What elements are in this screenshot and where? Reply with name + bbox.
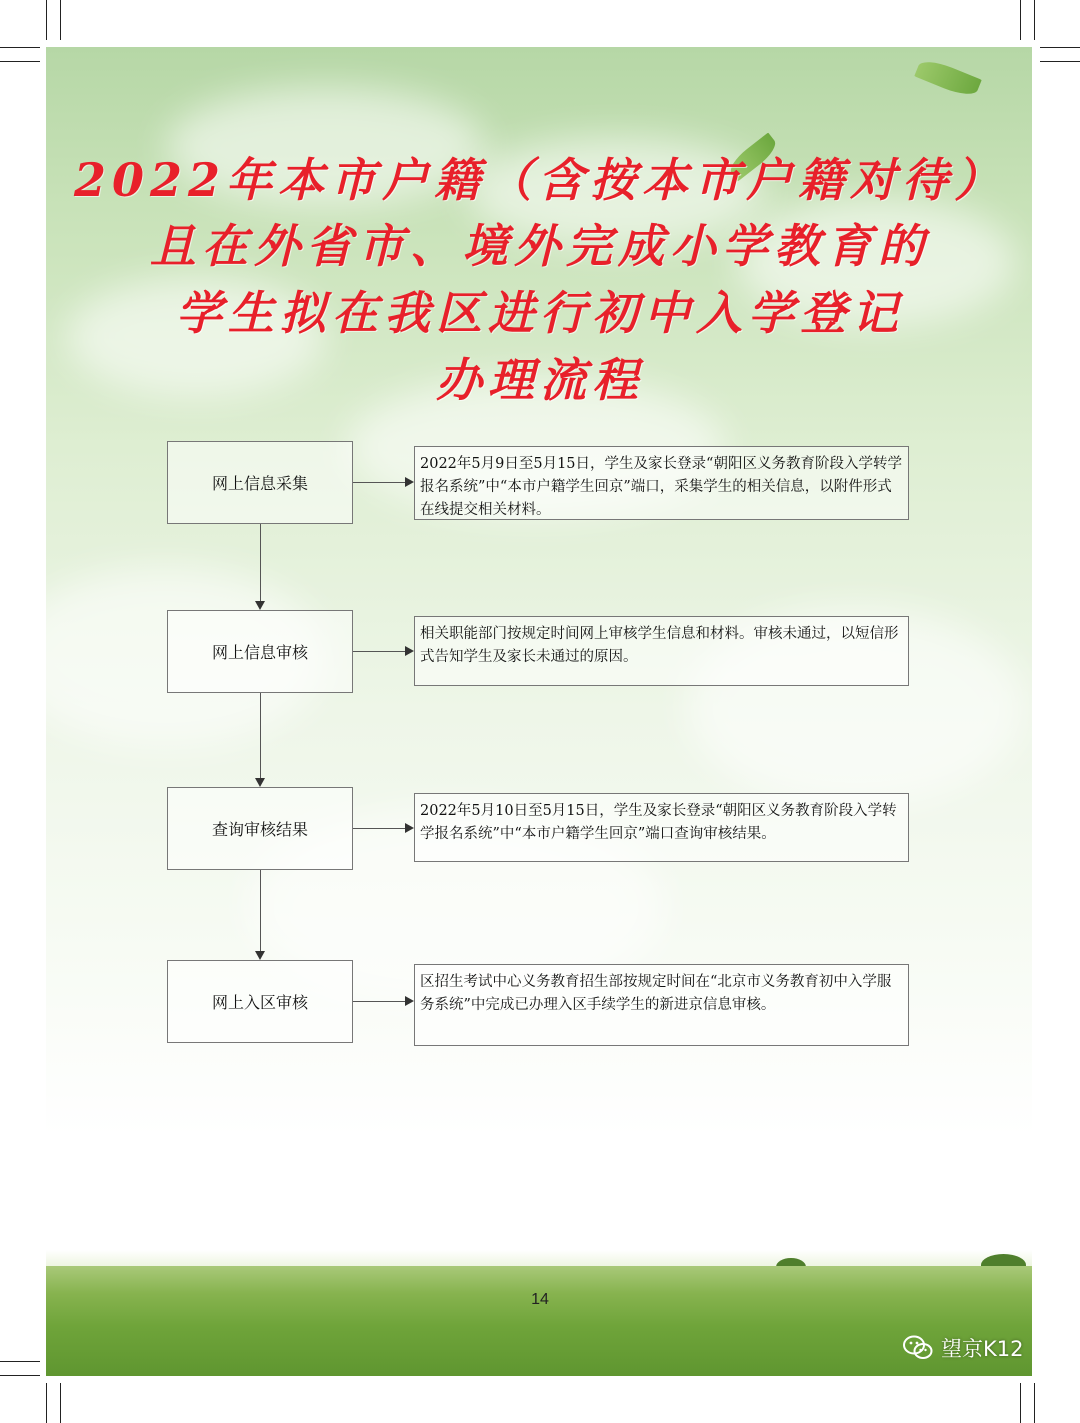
watermark (903, 1333, 1024, 1363)
crop-mark (46, 0, 47, 40)
step-label: 查询审核结果 (211, 820, 308, 839)
arrow-down-icon (255, 601, 265, 610)
connector-down (260, 693, 261, 779)
crop-mark (1020, 1383, 1021, 1423)
connector-right (353, 651, 406, 652)
step-description-4: 区招生考试中心义务教育招生部按规定时间在“北京市义务教育初中入学服务系统”中完成已办理入区手续学生的新进京信息审核。 (414, 964, 909, 1046)
crop-mark (1040, 47, 1080, 48)
connector-right (353, 828, 406, 829)
crop-mark (60, 1383, 61, 1423)
arrow-down-icon (255, 778, 265, 787)
step-box-3 (167, 787, 353, 870)
crop-mark (0, 61, 40, 62)
connector-right (353, 482, 406, 483)
leaf-icon (914, 56, 982, 100)
step-box-2 (167, 610, 353, 693)
step-label: 网上入区审核 (211, 993, 308, 1012)
step-box-4 (167, 960, 353, 1043)
step-box-1 (167, 441, 353, 524)
arrow-right-icon (405, 646, 414, 656)
arrow-down-icon (255, 951, 265, 960)
arrow-right-icon (405, 996, 414, 1006)
step-description-1: 2022年5月9日至5月15日，学生及家长登录“朝阳区义务教育阶段入学转学报名系统”中“本市户籍学生回京”端口，采集学生的相关信息，以附件形式在线提交相关材料。 (414, 446, 909, 520)
crop-mark (0, 1361, 40, 1362)
connector-right (353, 1001, 406, 1002)
crop-mark (1034, 0, 1035, 40)
wechat-icon (903, 1335, 933, 1361)
crop-mark (60, 0, 61, 40)
connector-down (260, 870, 261, 952)
connector-down (260, 524, 261, 602)
step-label: 网上信息采集 (211, 474, 308, 493)
arrow-right-icon (405, 477, 414, 487)
page-title-line-2: 且在外省市、境外完成小学教育的 (150, 219, 930, 273)
page-title-line-3: 学生拟在我区进行初中入学登记 (176, 286, 904, 340)
page-title-line-1: 2022年本市户籍（含按本市户籍对待） (73, 153, 1007, 207)
crop-mark (1034, 1383, 1035, 1423)
step-label: 网上信息审核 (211, 643, 308, 662)
watermark-text: 望京K12 (941, 1337, 1024, 1361)
grass-field (46, 1266, 1032, 1376)
crop-mark (0, 1375, 40, 1376)
crop-mark (1020, 0, 1021, 40)
step-description-3: 2022年5月10日至5月15日，学生及家长登录“朝阳区义务教育阶段入学转学报名系统”中“本市户籍学生回京”端口查询审核结果。 (414, 793, 909, 862)
arrow-right-icon (405, 823, 414, 833)
crop-mark (46, 1383, 47, 1423)
step-description-2: 相关职能部门按规定时间网上审核学生信息和材料。审核未通过，以短信形式告知学生及家长未通过的原因。 (414, 616, 909, 686)
crop-mark (0, 47, 40, 48)
page-title-line-4: 办理流程 (436, 353, 644, 407)
page-number: 14 (531, 1291, 549, 1308)
crop-mark (1040, 61, 1080, 62)
